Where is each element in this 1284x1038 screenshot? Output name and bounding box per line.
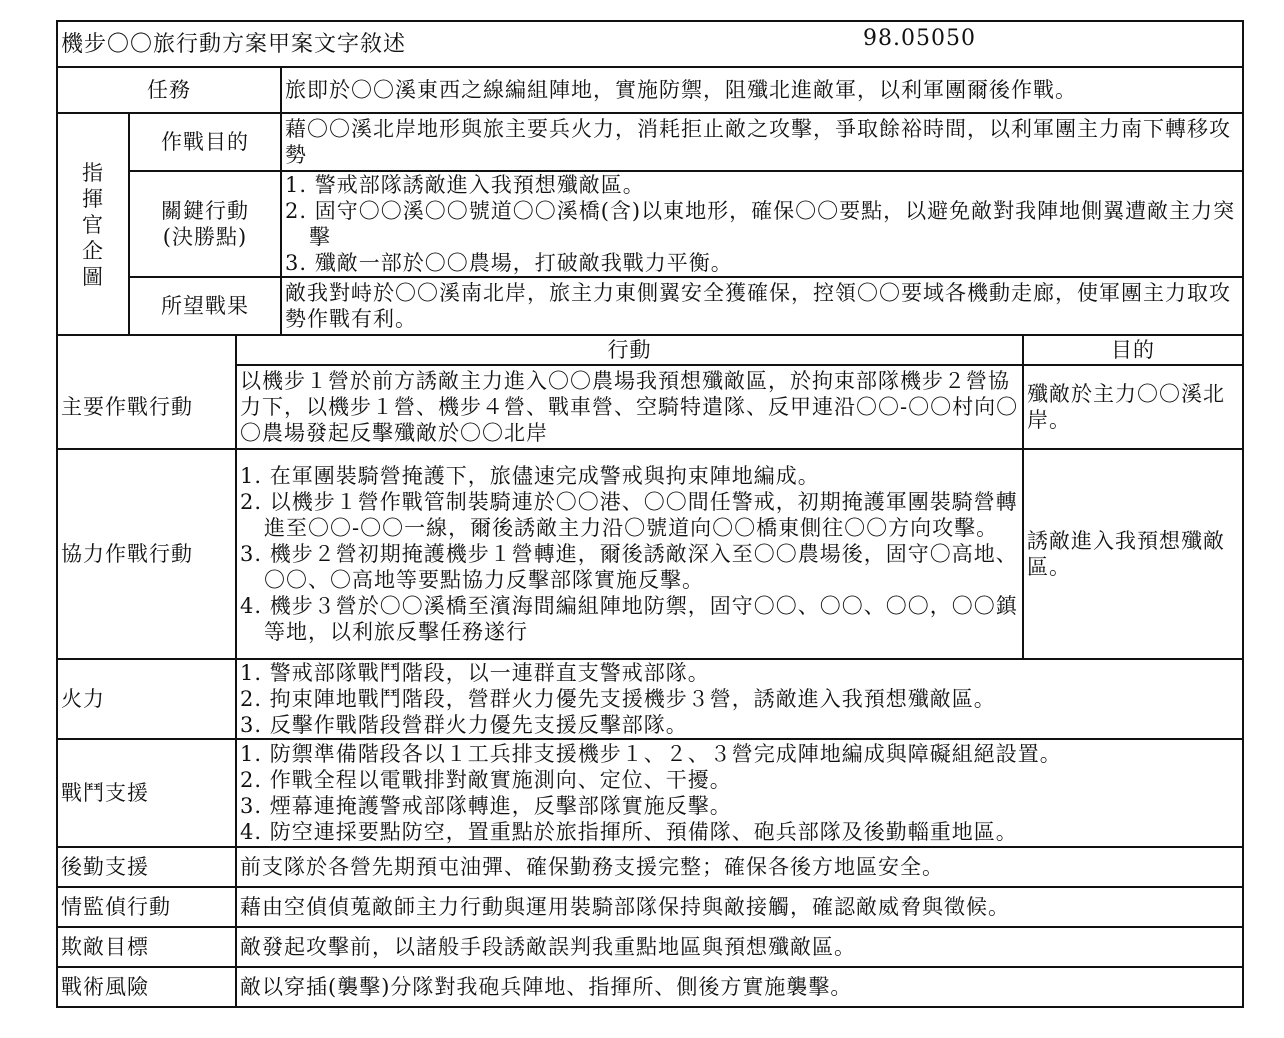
combat-support-item: 1. 防禦準備階段各以１工兵排支援機步１、２、３營完成陣地編成與障礙組絕設置。 (240, 742, 1062, 766)
commander-intent-label: 指 揮 官 企 圖 (57, 113, 129, 335)
combat-support-item: 4. 防空連採要點防空，置重點於旅指揮所、預備隊、砲兵部隊及後勤輜重地區。 (240, 820, 1018, 844)
header-purpose: 目的 (1023, 335, 1243, 365)
key-task-item: 2. 固守〇〇溪〇〇號道〇〇溪橋(含)以東地形，確保〇〇要點，以避免敵對我陣地側翼遭敵主力突擊 (285, 199, 1236, 249)
header-blank (57, 335, 236, 365)
fires-item: 2. 拘束陣地戰鬥階段，營群火力優先支援機步３營，誘敵進入我預想殲敵區。 (240, 687, 996, 711)
risk-label: 戰術風險 (57, 967, 236, 1007)
document-title: 機步〇〇旅行動方案甲案文字敘述 (61, 31, 407, 57)
isr-label: 情監偵行動 (57, 887, 236, 927)
fires-label: 火力 (57, 659, 236, 739)
key-task-item: 3. 殲敵一部於〇〇農場，打破敵我戰力平衡。 (285, 251, 733, 275)
main-effort-label: 主要作戰行動 (57, 365, 236, 449)
supporting-item: 4. 機步３營於〇〇溪橋至濱海間編組陣地防禦，固守〇〇、〇〇、〇〇，〇〇鎮等地，以利旅反擊任務遂行 (240, 594, 1018, 644)
fires-list (236, 659, 1243, 739)
supporting-effort-purpose: 誘敵進入我預想殲敵區。 (1023, 449, 1243, 659)
action-plan-table (56, 20, 1244, 1008)
end-state-label: 所望戰果 (129, 277, 281, 335)
deception-text: 敵發起攻擊前，以諸般手段誘敵誤判我重點地區與預想殲敵區。 (236, 927, 1243, 967)
title-row (57, 21, 1243, 67)
fires-item: 3. 反擊作戰階段營群火力優先支援反擊部隊。 (240, 713, 688, 737)
supporting-effort-label: 協力作戰行動 (57, 449, 236, 659)
supporting-effort-list (236, 449, 1023, 659)
main-effort-purpose: 殲敵於主力〇〇溪北岸。 (1023, 365, 1243, 449)
end-state-text: 敵我對峙於〇〇溪南北岸，旅主力東側翼安全獲確保，控領〇〇要域各機動走廊，使軍團主力取攻勢作戰有利。 (281, 277, 1243, 335)
combat-support-item: 3. 煙幕連掩護警戒部隊轉進，反擊部隊實施反擊。 (240, 794, 732, 818)
logistics-label: 後勤支援 (57, 847, 236, 887)
combat-support-item: 2. 作戰全程以電戰排對敵實施測向、定位、干擾。 (240, 768, 732, 792)
combat-support-list (236, 739, 1243, 847)
main-effort-action: 以機步１營於前方誘敵主力進入〇〇農場我預想殲敵區，於拘束部隊機步２營協力下，以機步１營、機步４營、戰車營、空騎特遣隊、反甲連沿〇〇-〇〇村向〇〇農場發起反擊殲敵於〇〇北岸 (236, 365, 1023, 449)
supporting-item: 3. 機步２營初期掩護機步１營轉進，爾後誘敵深入至〇〇農場後，固守〇高地、〇〇、〇高地等要點協力反擊部隊實施反擊。 (240, 542, 1018, 592)
key-tasks-list (281, 171, 1243, 277)
supporting-item: 2. 以機步１營作戰管制裝騎連於〇〇港、〇〇間任警戒，初期掩護軍團裝騎營轉進至〇〇-〇〇一線，爾後誘敵主力沿〇號道向〇〇橋東側往〇〇方向攻擊。 (240, 490, 1018, 540)
header-action: 行動 (236, 335, 1023, 365)
logistics-text: 前支隊於各營先期預屯油彈、確保勤務支援完整；確保各後方地區安全。 (236, 847, 1243, 887)
mission-label: 任務 (57, 67, 281, 113)
fires-item: 1. 警戒部隊戰鬥階段，以一連群直支警戒部隊。 (240, 661, 710, 685)
serial-number: 98.05050 (863, 26, 976, 51)
risk-text: 敵以穿插(襲擊)分隊對我砲兵陣地、指揮所、側後方實施襲擊。 (236, 967, 1243, 1007)
deception-label: 欺敵目標 (57, 927, 236, 967)
key-task-item: 1. 警戒部隊誘敵進入我預想殲敵區。 (285, 173, 645, 197)
purpose-text: 藉〇〇溪北岸地形與旅主要兵火力，消耗拒止敵之攻擊，爭取餘裕時間，以利軍團主力南下轉移攻勢 (281, 113, 1243, 171)
isr-text: 藉由空偵偵蒐敵師主力行動與運用裝騎部隊保持與敵接觸，確認敵威脅與徵候。 (236, 887, 1243, 927)
document-table (56, 20, 1242, 1008)
purpose-label: 作戰目的 (129, 113, 281, 171)
supporting-item: 1. 在軍團裝騎營掩護下，旅儘速完成警戒與拘束陣地編成。 (240, 464, 820, 488)
combat-support-label: 戰鬥支援 (57, 739, 236, 847)
mission-text: 旅即於〇〇溪東西之線編組陣地，實施防禦，阻殲北進敵軍，以利軍團爾後作戰。 (281, 67, 1243, 113)
key-tasks-label: 關鍵行動 (決勝點) (129, 171, 281, 277)
